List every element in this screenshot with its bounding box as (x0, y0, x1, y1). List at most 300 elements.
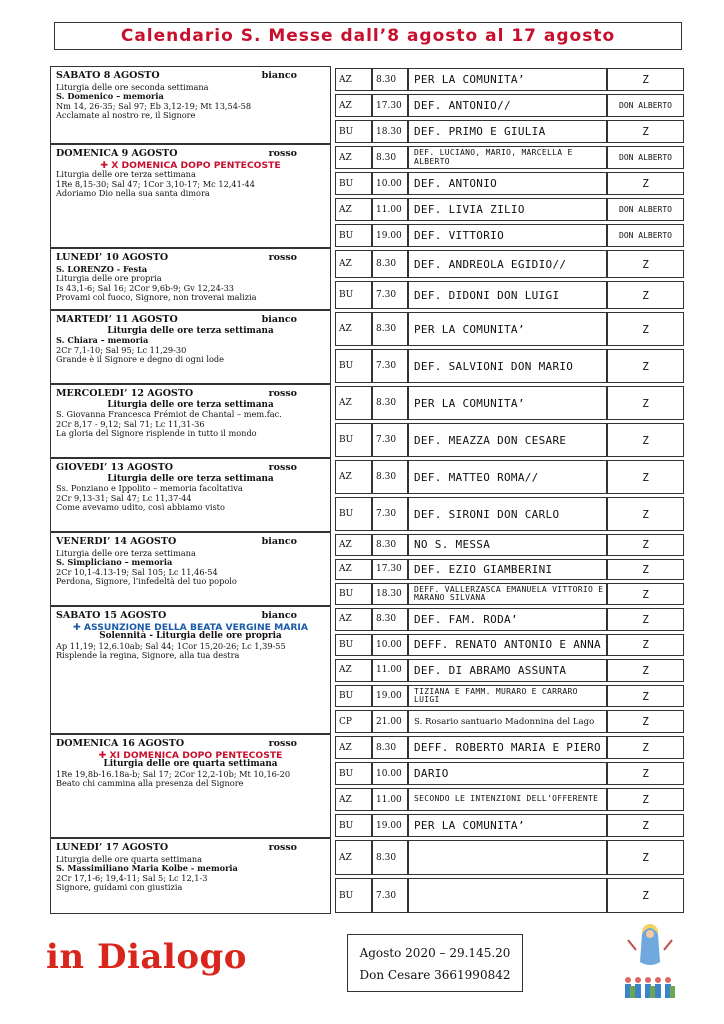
mass-location-text: BU (339, 589, 354, 600)
liturgy-line: La gloria del Signore risplende in tutto il mondo (56, 428, 257, 439)
mass-intention (408, 788, 607, 811)
mass-time (372, 386, 408, 420)
mass-intention (408, 423, 607, 457)
mass-time (372, 281, 408, 309)
mass-intention (408, 120, 607, 143)
liturgical-color: bianco (261, 610, 297, 621)
mass-intention (408, 634, 607, 657)
mass-time-text: 8.30 (376, 152, 397, 163)
mass-intention (408, 583, 607, 605)
day-name: GIOVEDI’ 13 AGOSTO (56, 462, 174, 473)
mass-intention (408, 608, 607, 631)
mass-time (372, 312, 408, 346)
mass-celebrant (607, 878, 684, 913)
liturgy-line: S. LORENZO - Festa (56, 263, 148, 274)
liturgy-line: Liturgia delle ore seconda settimana (56, 81, 209, 92)
mass-location-text: BU (339, 768, 354, 779)
mass-time-text: 8.30 (376, 852, 397, 863)
mass-time-text: 8.30 (376, 614, 397, 625)
mass-time-text: 11.00 (376, 794, 402, 805)
mass-intention (408, 250, 607, 278)
mass-time-text: 8.30 (376, 742, 397, 753)
liturgy-line: 1Re 19,8b-16.18a-b; Sal 17; 2Cor 12,2-10b; Mt 10,16-20 (56, 768, 291, 779)
mass-celebrant (607, 146, 684, 169)
mass-intention-text: PER LA COMUNITA’ (414, 396, 525, 410)
mass-intention-text: DEF. DIDONI DON LUIGI (414, 288, 560, 302)
mass-location (335, 814, 372, 837)
mass-location-text: AZ (339, 324, 352, 334)
mass-time-text: 18.30 (376, 126, 402, 137)
day-header (56, 389, 325, 399)
mass-location-text: CP (339, 716, 352, 727)
mass-location (335, 878, 372, 913)
mass-location (335, 840, 372, 875)
day-name: DOMENICA 16 AGOSTO (56, 738, 185, 749)
mass-celebrant-text: DON ALBERTO (619, 101, 672, 110)
mass-celebrant-text: Z (642, 470, 649, 484)
liturgy-line: ✚ XI DOMENICA DOPO PENTECOSTE (98, 749, 283, 761)
liturgical-color: bianco (261, 314, 297, 325)
mass-location-text: AZ (339, 152, 352, 163)
day-name: VENERDI’ 14 AGOSTO (56, 536, 177, 547)
liturgy-line: Liturgia delle ore terza settimana (107, 325, 274, 336)
liturgy-line: Ss. Ponziano e Ippolito – memoria facoltativa (56, 483, 243, 494)
mass-time-text: 10.00 (376, 178, 402, 189)
mass-celebrant-text: Z (642, 257, 649, 271)
mass-intention-text: DEF. ANTONIO (414, 177, 498, 190)
mass-intention-text: DEF. LUCIANO, MARIO, MARCELLA E ALBERTO (414, 148, 573, 166)
mass-location (335, 94, 372, 117)
mass-celebrant-text: Z (642, 288, 649, 302)
mass-time-text: 8.30 (376, 472, 397, 482)
mass-celebrant (607, 172, 684, 195)
mass-time (372, 349, 408, 383)
mass-celebrant-text: Z (642, 322, 649, 336)
mass-location-text: BU (339, 126, 354, 137)
mass-time-text: 7.30 (376, 361, 397, 371)
mass-intention (408, 281, 607, 309)
mass-celebrant (607, 423, 684, 457)
mass-time (372, 423, 408, 457)
mass-time-text: 11.00 (376, 204, 402, 215)
mass-location (335, 224, 372, 247)
liturgy-line: 2Cr 10,1-4.13-19; Sal 105; Lc 11,46-54 (56, 566, 218, 577)
mass-intention (408, 349, 607, 383)
day-block (50, 144, 331, 248)
mass-time (372, 68, 408, 91)
liturgy-line: S. Simpliciano – memoria (56, 557, 173, 568)
mass-time-text: 7.30 (376, 290, 397, 300)
mass-intention (408, 814, 607, 837)
day-block (50, 384, 331, 458)
contact-line: Don Cesare 3661990842 (359, 968, 511, 982)
mass-intention-text: DEF. FAM. RODA’ (414, 612, 518, 626)
mass-celebrant (607, 68, 684, 91)
mass-location (335, 460, 372, 494)
liturgical-color: bianco (261, 536, 297, 547)
mass-time-text: 17.30 (376, 564, 402, 575)
liturgy-line: Grande è il Signore e degno di ogni lode (56, 354, 224, 365)
mass-celebrant-text: Z (642, 715, 649, 729)
mass-time (372, 120, 408, 143)
mass-location-text: AZ (339, 742, 352, 753)
mass-time (372, 534, 408, 556)
contact-box (347, 934, 523, 992)
mass-calendar (50, 66, 684, 914)
mass-location (335, 198, 372, 221)
mass-time (372, 788, 408, 811)
mass-location (335, 659, 372, 682)
mass-time (372, 497, 408, 531)
mass-location (335, 608, 372, 631)
mass-celebrant (607, 198, 684, 221)
mass-location (335, 497, 372, 531)
mass-time-text: 19.00 (376, 230, 402, 241)
mass-location-text: BU (339, 435, 354, 445)
mass-time-text: 10.00 (376, 639, 402, 650)
mass-time-text: 8.30 (376, 324, 397, 334)
mass-intention (408, 840, 607, 875)
mass-location (335, 559, 372, 581)
mass-celebrant (607, 814, 684, 837)
mass-location-text: BU (339, 361, 354, 371)
day-header (56, 739, 325, 749)
mass-intention-text: DEF. VITTORIO (414, 229, 504, 242)
mass-celebrant-text: Z (642, 793, 649, 806)
day-header (56, 315, 325, 325)
mass-intention (408, 685, 607, 708)
mass-time-text: 11.00 (376, 665, 402, 676)
mass-location-text: AZ (339, 204, 352, 215)
mass-location-text: BU (339, 290, 354, 300)
liturgy-line: Liturgia delle ore quarta settimana (56, 853, 203, 864)
day-name: LUNEDI’ 17 AGOSTO (56, 842, 169, 853)
day-name: SABATO 15 AGOSTO (56, 610, 167, 621)
mass-location (335, 634, 372, 657)
mass-location (335, 250, 372, 278)
mass-intention-text: PER LA COMUNITA’ (414, 322, 525, 336)
mass-time (372, 710, 408, 733)
mass-intention (408, 710, 607, 733)
mass-location (335, 349, 372, 383)
mass-location (335, 312, 372, 346)
mass-time (372, 814, 408, 837)
mass-celebrant-text: Z (642, 851, 649, 864)
mass-celebrant-text: Z (642, 689, 649, 703)
mass-location (335, 120, 372, 143)
mass-celebrant-text: DON ALBERTO (619, 153, 672, 162)
mass-intention (408, 94, 607, 117)
mass-time (372, 659, 408, 682)
mass-celebrant (607, 608, 684, 631)
mass-location-text: BU (339, 178, 354, 189)
mass-celebrant (607, 634, 684, 657)
mass-intention (408, 224, 607, 247)
day-name: SABATO 8 AGOSTO (56, 70, 160, 81)
mass-celebrant-text: Z (642, 587, 649, 601)
mass-time (372, 559, 408, 581)
mass-location-text: AZ (339, 398, 352, 408)
mass-intention-text: S. Rosario santuario Madonnina del Lago (414, 716, 595, 727)
liturgy-line: Provami col fuoco, Signore, non troverai malizia (56, 292, 257, 303)
mass-intention-text: DEFF. RENATO ANTONIO E ANNA (414, 638, 601, 652)
mass-intention-text: NO S. MESSA (414, 538, 491, 552)
mass-intention-text: DARIO (414, 767, 449, 780)
day-name: MERCOLEDI’ 12 AGOSTO (56, 388, 194, 399)
mass-intention-text: DEF. DI ABRAMO ASSUNTA (414, 663, 567, 677)
day-block (50, 458, 331, 532)
day-block (50, 532, 331, 606)
liturgical-color: rosso (268, 148, 297, 159)
mass-location-text: AZ (339, 614, 352, 625)
liturgy-line: Beato chi cammina alla presenza del Signore (56, 778, 244, 789)
liturgy-line: Liturgia delle ore quarta settimana (103, 759, 278, 770)
mass-location (335, 710, 372, 733)
mass-celebrant-text: Z (642, 638, 649, 652)
mass-intention (408, 460, 607, 494)
mass-intention (408, 659, 607, 682)
liturgy-line: Perdona, Signore, l’infedeltà del tuo popolo (56, 576, 237, 587)
mass-celebrant-text: Z (642, 73, 649, 86)
mass-time-text: 7.30 (376, 890, 397, 901)
mass-intention-text: DEF. SIRONI DON CARLO (414, 507, 560, 521)
mass-celebrant (607, 460, 684, 494)
liturgy-line: Signore, guidami con giustizia (56, 882, 183, 893)
mass-time (372, 878, 408, 913)
page-title: Calendario S. Messe dall’8 agosto al 17 agosto (54, 22, 682, 50)
liturgy-line: Nm 14, 26-35; Sal 97; Eb 3,12-19; Mt 13,54-58 (56, 100, 252, 111)
mass-time-text: 10.00 (376, 768, 402, 779)
mass-time-text: 8.30 (376, 74, 397, 85)
mass-celebrant-text: Z (642, 612, 649, 626)
liturgy-line: 2Cr 17,1-6; 19,4-11; Sal 5; Lc 12,1-3 (56, 872, 208, 883)
mass-location-text: AZ (339, 539, 352, 550)
mass-intention-text: PER LA COMUNITA’ (414, 819, 525, 832)
mass-intention (408, 736, 607, 759)
mass-celebrant (607, 224, 684, 247)
mass-time (372, 94, 408, 117)
mass-location (335, 534, 372, 556)
liturgy-line: Solennità - Liturgia delle ore propria (99, 631, 282, 642)
mass-location (335, 788, 372, 811)
mass-location-text: BU (339, 230, 354, 241)
liturgical-color: rosso (268, 842, 297, 853)
liturgy-line: Come avevamo udito, così abbiamo visto (56, 502, 225, 513)
liturgical-color: rosso (268, 252, 297, 263)
mass-intention-text: DEF. ANDREOLA EGIDIO// (414, 257, 567, 271)
mass-location (335, 146, 372, 169)
liturgy-line: Liturgia delle ore terza settimana (107, 473, 274, 484)
mass-location-text: BU (339, 890, 354, 901)
mass-location (335, 281, 372, 309)
liturgy-line: S. Giovanna Francesca Frémiot de Chantal – mem.fac. (56, 409, 282, 420)
mass-intention-text: DEF. EZIO GIAMBERINI (414, 562, 553, 576)
mass-time-text: 8.30 (376, 259, 397, 269)
mass-celebrant-text: Z (642, 177, 649, 190)
mass-location-text: AZ (339, 100, 352, 111)
mass-celebrant-text: Z (642, 741, 649, 754)
mass-celebrant-text: Z (642, 507, 649, 521)
mass-intention (408, 534, 607, 556)
mass-location-text: BU (339, 820, 354, 831)
mass-intention-text: DEF. PRIMO E GIULIA (414, 125, 546, 138)
mass-location-text: AZ (339, 259, 352, 269)
liturgy-line: 1Re 8,15-30; Sal 47; 1Cor 3,10-17; Mc 12,41-44 (56, 178, 255, 189)
mass-time-text: 17.30 (376, 100, 402, 111)
mass-intention (408, 146, 607, 169)
liturgy-line: Ap 11,19; 12,6.10ab; Sal 44; 1Cor 15,20-26; Lc 1,39-55 (56, 640, 286, 651)
mass-location (335, 386, 372, 420)
liturgical-color: rosso (268, 388, 297, 399)
mass-intention (408, 68, 607, 91)
mass-time (372, 224, 408, 247)
day-block (50, 838, 331, 914)
day-block (50, 606, 331, 734)
mass-celebrant-text: DON ALBERTO (619, 231, 672, 240)
liturgy-line: Liturgia delle ore terza settimana (56, 547, 196, 558)
madonna-illustration-icon (620, 922, 680, 1002)
liturgy-line: 2Cr 9,13-31; Sal 47; Lc 11,37-44 (56, 492, 192, 503)
mass-location-text: AZ (339, 74, 352, 85)
mass-location (335, 685, 372, 708)
liturgy-line: Adoriamo Dio nella sua santa dimora (56, 188, 210, 199)
in-dialogo-logo: in Dialogo (46, 937, 247, 977)
mass-celebrant (607, 250, 684, 278)
mass-time-text: 18.30 (376, 589, 402, 600)
mass-celebrant-text: Z (642, 433, 649, 447)
liturgy-line: ✚ ASSUNZIONE DELLA BEATA VERGINE MARIA (73, 621, 308, 633)
liturgy-line: S. Domenico – memoria (56, 91, 164, 102)
mass-location-text: AZ (339, 665, 352, 676)
mass-celebrant (607, 94, 684, 117)
mass-celebrant-text: Z (642, 125, 649, 138)
day-block (50, 66, 331, 144)
liturgical-color: rosso (268, 462, 297, 473)
mass-location-text: BU (339, 639, 354, 650)
mass-time (372, 736, 408, 759)
mass-intention (408, 312, 607, 346)
liturgical-color: bianco (261, 70, 297, 81)
day-header (56, 253, 325, 263)
mass-celebrant (607, 710, 684, 733)
mass-location (335, 762, 372, 785)
day-header (56, 149, 325, 159)
mass-celebrant (607, 349, 684, 383)
mass-time (372, 608, 408, 631)
mass-intention (408, 878, 607, 913)
mass-celebrant-text: Z (642, 663, 649, 677)
mass-celebrant-text: Z (642, 396, 649, 410)
mass-time-text: 7.30 (376, 509, 397, 519)
mass-location (335, 423, 372, 457)
liturgy-line: Is 43,1-6; Sal 16; 2Cor 9,6b-9; Gv 12,24-33 (56, 282, 235, 293)
day-header (56, 843, 325, 853)
mass-location-text: BU (339, 691, 354, 702)
mass-time (372, 146, 408, 169)
mass-time-text: 19.00 (376, 820, 402, 831)
day-block (50, 310, 331, 384)
mass-intention-text: DEFF. ROBERTO MARIA E PIERO (414, 741, 601, 754)
mass-time-text: 19.00 (376, 691, 402, 702)
mass-celebrant-text: Z (642, 562, 649, 576)
mass-location-text: AZ (339, 794, 352, 805)
mass-location (335, 172, 372, 195)
mass-intention-text: DEF. ANTONIO// (414, 99, 511, 112)
mass-intention-text: DEF. MATTEO ROMA// (414, 470, 539, 484)
liturgy-line: 2Cr 7,1-10; Sal 95; Lc 11,29-30 (56, 344, 187, 355)
liturgy-line: S. Chiara – memoria (56, 335, 149, 346)
day-header (56, 537, 325, 547)
day-header (56, 71, 325, 81)
mass-intention-text: SECONDO LE INTENZIONI DELL’OFFERENTE (414, 794, 599, 804)
mass-intention-text: DEF. SALVIONI DON MARIO (414, 359, 574, 373)
mass-celebrant (607, 659, 684, 682)
liturgy-line: 2Cr 8,17 - 9,12; Sal 71; Lc 11,31-36 (56, 418, 205, 429)
day-header (56, 463, 325, 473)
mass-time-text: 8.30 (376, 398, 397, 408)
mass-time (372, 460, 408, 494)
mass-celebrant (607, 762, 684, 785)
mass-time (372, 762, 408, 785)
mass-celebrant (607, 497, 684, 531)
day-name: LUNEDI’ 10 AGOSTO (56, 252, 169, 263)
mass-celebrant (607, 559, 684, 581)
mass-celebrant (607, 386, 684, 420)
liturgy-line: Liturgia delle ore terza settimana (107, 399, 274, 410)
mass-celebrant (607, 534, 684, 556)
mass-celebrant (607, 281, 684, 309)
mass-celebrant-text: Z (642, 819, 649, 832)
mass-intention (408, 497, 607, 531)
edition-line: Agosto 2020 – 29.145.20 (359, 946, 511, 960)
mass-celebrant-text: Z (642, 889, 649, 902)
mass-intention (408, 386, 607, 420)
mass-celebrant-text: Z (642, 538, 649, 552)
mass-intention-text: PER LA COMUNITA’ (414, 73, 525, 86)
mass-time (372, 172, 408, 195)
liturgical-color: rosso (268, 738, 297, 749)
liturgy-line: Liturgia delle ore terza settimana (56, 169, 196, 180)
mass-location-text: BU (339, 509, 354, 519)
mass-time (372, 685, 408, 708)
mass-celebrant (607, 736, 684, 759)
mass-celebrant-text: Z (642, 359, 649, 373)
mass-time (372, 250, 408, 278)
mass-celebrant (607, 788, 684, 811)
mass-intention-text: DEFF. VALLERZASCA EMANUELA VITTORIO E MARANO SILVANA (414, 584, 604, 603)
mass-time (372, 840, 408, 875)
day-header (56, 611, 325, 621)
mass-intention (408, 172, 607, 195)
mass-celebrant (607, 583, 684, 605)
mass-location-text: AZ (339, 472, 352, 482)
mass-intention (408, 559, 607, 581)
mass-intention (408, 198, 607, 221)
mass-location-text: AZ (339, 852, 352, 863)
mass-time (372, 583, 408, 605)
mass-celebrant (607, 840, 684, 875)
liturgy-line: Liturgia delle ore propria (56, 273, 162, 284)
mass-time-text: 7.30 (376, 435, 397, 445)
day-block (50, 734, 331, 838)
liturgy-line: Risplende la regina, Signore, alla tua destra (56, 650, 240, 661)
mass-location (335, 583, 372, 605)
mass-celebrant (607, 685, 684, 708)
mass-location-text: AZ (339, 564, 352, 575)
mass-intention-text: DEF. MEAZZA DON CESARE (414, 433, 567, 447)
liturgy-line: ✚ X DOMENICA DOPO PENTECOSTE (100, 159, 281, 171)
mass-celebrant (607, 312, 684, 346)
